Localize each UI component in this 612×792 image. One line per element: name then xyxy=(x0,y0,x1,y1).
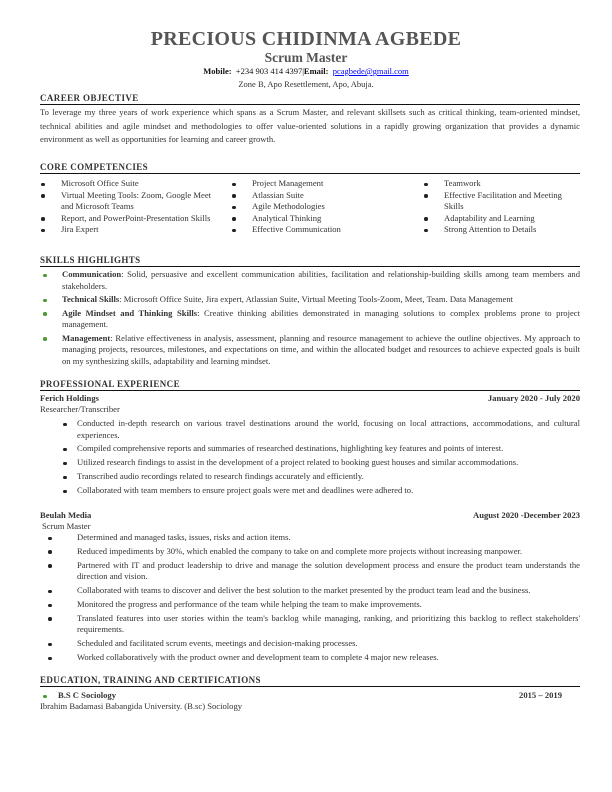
list-item: Partnered with IT and product leadership to drive and manage the solution development process and ensure the product team understands the direction and vision. xyxy=(40,560,580,583)
skills-highlights-heading: SKILLS HIGHLIGHTS xyxy=(40,255,580,267)
job-role: Researcher/Transcriber xyxy=(40,404,120,414)
mobile-label: Mobile: xyxy=(203,66,232,76)
skill-label: Agile Mindset and Thinking Skills xyxy=(62,307,198,318)
job-dates: January 2020 - July 2020 xyxy=(487,393,580,403)
list-item: Conducted in-depth research on various travel destinations around the world, focusing on local attractions, accommodations, and cultural experiences. xyxy=(40,418,580,441)
list-item: Strong Attention to Details xyxy=(424,224,582,236)
skill-text: : Relative effectiveness in analysis, assessment, planning and resource management to achieve the outline objectives. My approach to managing projects, resources, milestones, and expectations on time, and within the allocated budget and resources to achieve expected goals is built on my synthesizing skills, adaptability and learning mindset. xyxy=(62,332,580,366)
company-name: Beulah Media xyxy=(40,510,92,520)
degree-text: B.S C Sociology xyxy=(58,690,117,700)
email-label: Email: xyxy=(303,66,329,76)
list-item: Worked collaboratively with the product owner and development team to complete 4 major new releases. xyxy=(40,652,580,664)
professional-experience-heading: PROFESSIONAL EXPERIENCE xyxy=(40,379,580,391)
job-bullets xyxy=(40,532,580,664)
list-item xyxy=(40,333,580,368)
list-item: Utilized research findings to assist in the development of a project related to booking guest houses and similar accommodations. xyxy=(40,457,580,469)
list-item: Reduced impediments by 30%, which enabled the company to take on and complete more projects without increasing manpower. xyxy=(40,546,580,558)
list-item: Scheduled and facilitated scrum events, meetings and decision-making processes. xyxy=(40,638,580,650)
skills-list xyxy=(40,269,580,369)
skill-label: Technical Skills xyxy=(62,294,120,304)
mobile-number: +234 903 414 4397 xyxy=(235,66,303,76)
skill-label: Communication xyxy=(62,269,122,279)
list-item: Translated features into user stories within the team's backlog while managing, ranking, and prioritizing this backlog to reflect stakeholders' requirements. xyxy=(40,613,580,636)
competency-column-1 xyxy=(41,178,216,236)
list-item: Collaborated with teams to discover and deliver the best solution to the market presented by the product team lead and the business. xyxy=(40,585,580,597)
list-item: Determined and managed tasks, issues, risks and action items. xyxy=(40,532,580,544)
candidate-name: PRECIOUS CHIDINMA AGBEDE xyxy=(150,28,462,50)
list-item: Adaptability and Learning xyxy=(424,213,582,225)
list-item: Atlassian Suite xyxy=(232,190,407,202)
list-item xyxy=(40,269,580,292)
education-entry xyxy=(40,690,580,712)
job-title: Scrum Master xyxy=(264,50,348,65)
job-entry xyxy=(40,510,580,666)
list-item: Effective Facilitation and Meeting Skills xyxy=(424,190,582,213)
separator: | xyxy=(302,66,304,76)
address: Zone B, Apo Resettlement, Apo, Abuja. xyxy=(238,79,374,89)
email-link[interactable]: pcagbede@gmail.com xyxy=(332,66,409,76)
list-item: Agile Methodologies xyxy=(232,201,407,213)
skill-text: : Creative thinking abilities demonstrated in managing solutions to complex problems prone to project management. xyxy=(62,307,581,329)
skill-text: : Microsoft Office Suite, Jira expert, Atlassian Suite, Virtual Meeting Tools-Zoom, Meet, Team. Data Management xyxy=(119,294,514,304)
contact-line xyxy=(0,66,612,76)
list-item xyxy=(40,294,580,306)
list-item: Monitored the progress and performance of the team while helping the team to make improvements. xyxy=(40,599,580,611)
list-item: Analytical Thinking xyxy=(232,213,407,225)
list-item: Teamwork xyxy=(424,178,582,190)
school: Ibrahim Badamasi Babangida University. (B.sc) Sociology xyxy=(40,701,243,711)
skill-text: : Solid, persuasive and excellent communication abilities, facilitation and relationship-building skills among team members and stakeholders. xyxy=(62,269,580,291)
education-heading: EDUCATION, TRAINING AND CERTIFICATIONS xyxy=(40,675,580,687)
list-item: Jira Expert xyxy=(41,224,216,236)
list-item: Collaborated with team members to ensure project goals were met and deadlines were adhered to. xyxy=(40,485,580,497)
list-item: Microsoft Office Suite xyxy=(41,178,216,190)
list-item: Project Management xyxy=(232,178,407,190)
job-entry xyxy=(40,393,580,499)
list-item: Transcribed audio recordings related to research findings accurately and efficiently. xyxy=(40,471,580,483)
list-item: Report, and PowerPoint-Presentation Skills xyxy=(41,213,216,225)
job-dates: August 2020 -December 2023 xyxy=(472,510,580,520)
list-item: Virtual Meeting Tools: Zoom, Google Meet and Microsoft Teams xyxy=(41,190,216,213)
competency-column-2 xyxy=(232,178,407,236)
list-item xyxy=(40,308,580,331)
degree xyxy=(40,690,116,700)
job-bullets xyxy=(40,418,580,497)
list-item: Effective Communication xyxy=(232,224,407,236)
education-dates: 2015 – 2019 xyxy=(519,690,562,700)
company-name: Ferich Holdings xyxy=(40,393,99,403)
job-role: Scrum Master xyxy=(42,521,91,531)
career-objective-text: To leverage my three years of work experience which spans as a Scrum Master, and relevant skillsets such as critical thinking, team-oriented mindset, technical abilities and agile mindset and methodologies to offer value-oriented solutions in a rapidly growing organization that provides a dynamic environment as well as opportunities for learning and career growth. xyxy=(40,107,580,144)
career-objective-heading: CAREER OBJECTIVE xyxy=(40,93,580,105)
core-competencies-heading: CORE COMPETENCIES xyxy=(40,162,580,174)
competency-column-3 xyxy=(424,178,582,236)
skill-label: Management xyxy=(62,332,111,343)
list-item: Compiled comprehensive reports and summaries of researched destinations, highlighting key features and points of interest. xyxy=(40,443,580,455)
